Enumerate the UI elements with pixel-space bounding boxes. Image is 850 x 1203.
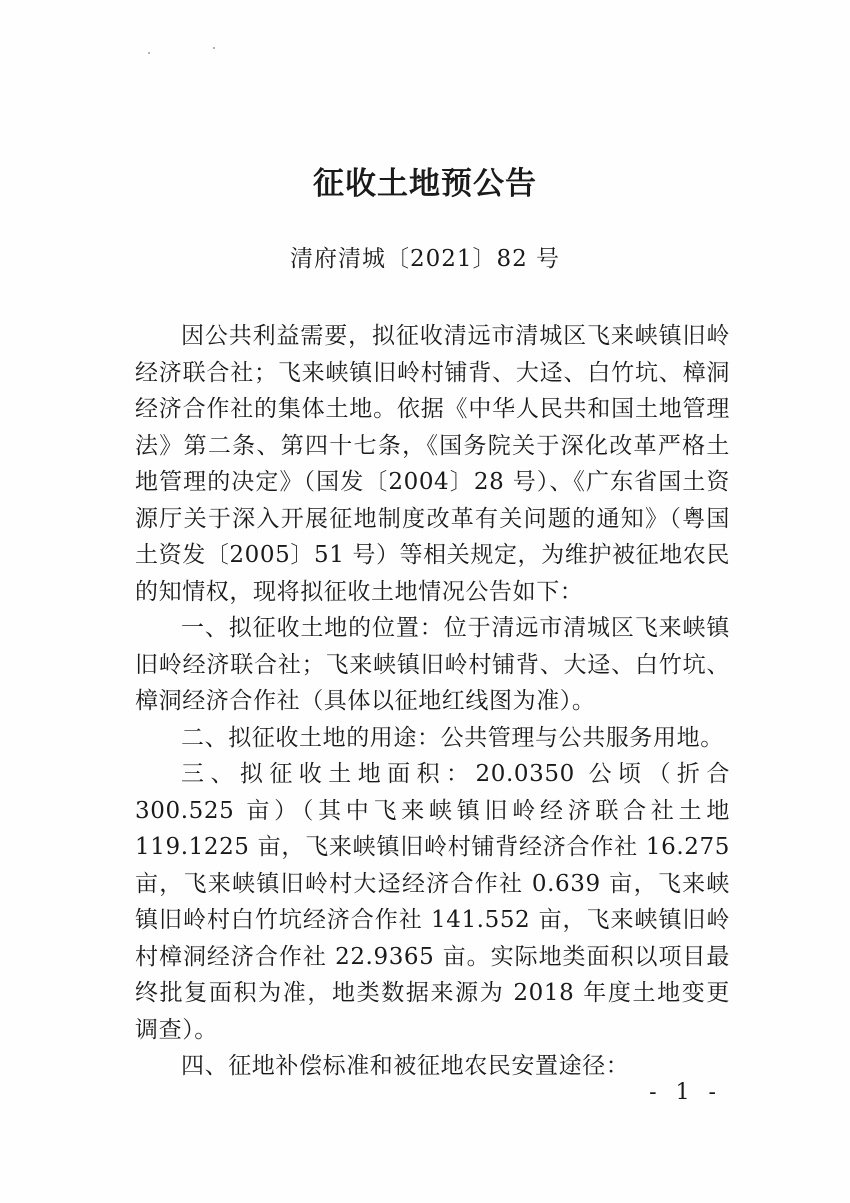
scan-speck	[213, 47, 215, 49]
paragraph-area: 三、拟征收土地面积：20.0350 公顷（折合 300.525 亩）（其中飞来峡镇旧岭经济联合社土地 119.1225 亩，飞来峡镇旧岭村铺背经济合作社 16.275 亩，飞来峡镇旧岭村大迳经济合作社 0.639 亩，飞来峡镇旧岭村白竹坑经济合作社 141.552 亩，飞来峡镇旧岭村樟洞经济合作社 22.9365 亩。实际地类面积以项目最终批复面积为准，地类数据来源为 2018 年度土地变更调查）。	[135, 761, 730, 1043]
paragraph-location: 一、拟征收土地的位置：位于清远市清城区飞来峡镇旧岭经济联合社；飞来峡镇旧岭村铺背、大迳、白竹坑、樟洞经济合作社（具体以征地红线图为准）。	[135, 615, 730, 714]
paragraph-usage: 二、拟征收土地的用途：公共管理与公共服务用地。	[181, 724, 724, 751]
paragraph-intro: 因公共利益需要，拟征收清远市清城区飞来峡镇旧岭经济联合社；飞来峡镇旧岭村铺背、大迳、白竹坑、樟洞经济合作社的集体土地。依据《中华人民共和国土地管理法》第二条、第四十七条，《国务院关于深化改革严格土地管理的决定》（国发〔2004〕28 号）、《广东省国土资源厅关于深入开展征地制度改革有关问题的通知》（粤国土资发〔2005〕51 号）等相关规定，为维护被征地农民的知情权，现将拟征收土地情况公告如下：	[135, 323, 730, 605]
document-body	[135, 318, 730, 1085]
document-title: 征收土地预公告	[313, 166, 537, 202]
document-number: 清府清城〔2021〕82 号	[289, 246, 561, 272]
page-number: - 1 -	[649, 1080, 722, 1105]
paragraph-compensation: 四、征地补偿标准和被征地农民安置途径：	[181, 1053, 630, 1079]
scan-speck	[148, 52, 150, 54]
